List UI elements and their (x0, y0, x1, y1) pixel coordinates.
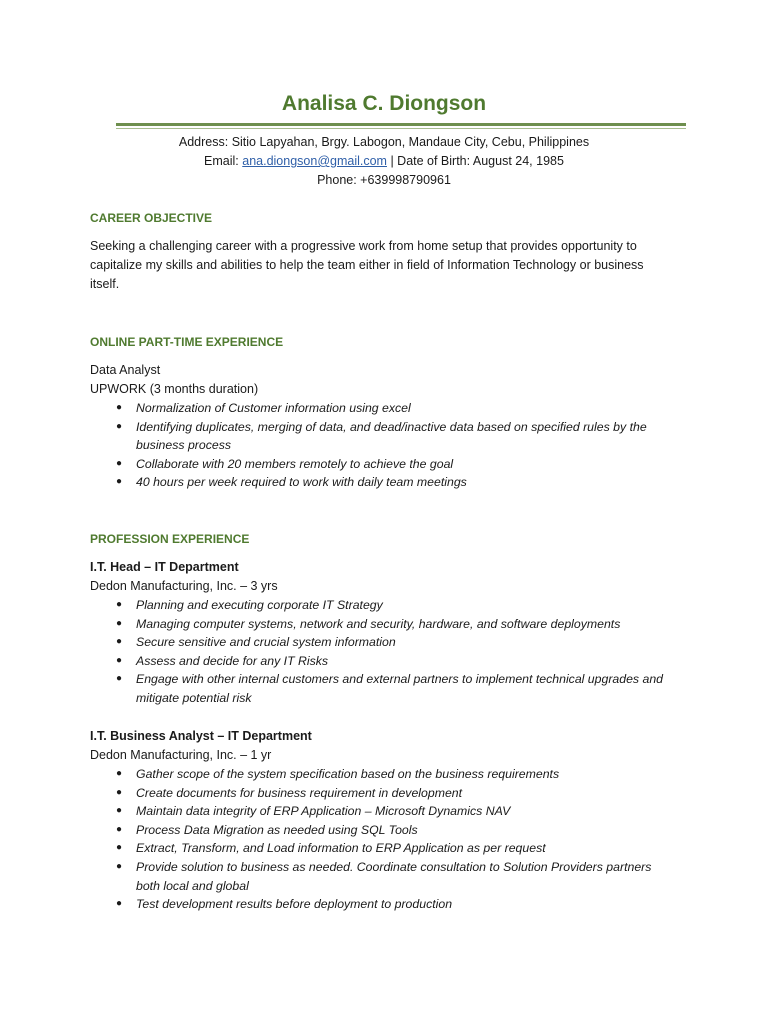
job-bullets (90, 765, 690, 914)
bullet-icon: ● (116, 599, 123, 610)
job-title: I.T. Head – IT Department (90, 560, 239, 574)
online-job (90, 361, 690, 492)
bullet-item (90, 652, 676, 671)
bullet-icon: ● (116, 673, 123, 685)
bullet-text: Planning and executing corporate IT Strategy (136, 598, 383, 612)
bullet-item (90, 473, 676, 492)
bullet-text: Gather scope of the system specification based on the business requirements (136, 767, 560, 781)
bullet-icon: ● (116, 457, 123, 469)
contact-block (0, 133, 768, 190)
job-company: UPWORK (3 months duration) (90, 382, 259, 396)
bullet-icon: ● (116, 654, 123, 666)
bullet-item (90, 615, 676, 634)
job-bullets (90, 596, 690, 708)
bullet-text: Test development results before deployment to production (136, 897, 453, 912)
bullet-text: Secure sensitive and crucial system information (136, 635, 396, 650)
dob-text: | Date of Birth: August 24, 1985 (386, 154, 564, 168)
bullet-item (90, 839, 676, 858)
bullet-item (90, 765, 676, 784)
profession-job-2 (90, 727, 690, 914)
bullet-text: Engage with other internal customers and external partners to implement technical upgrades and mitigate potential risk (136, 672, 664, 705)
bullet-icon: ● (116, 420, 123, 432)
bullet-item (90, 784, 676, 803)
bullet-item (90, 596, 676, 615)
phone-line: Phone: +639998790961 (317, 173, 451, 187)
bullet-text: Collaborate with 20 members remotely to achieve the goal (136, 456, 454, 471)
bullet-text: Assess and decide for any IT Risks (136, 653, 329, 668)
bullet-text: 40 hours per week required to work with daily team meetings (136, 475, 467, 490)
bullet-icon: ● (116, 636, 123, 648)
bullet-item (90, 858, 676, 895)
job-company: Dedon Manufacturing, Inc. – 1 yr (90, 748, 272, 762)
bullet-item (90, 802, 676, 821)
bullet-icon: ● (116, 617, 123, 629)
bullet-text: Managing computer systems, network and security, hardware, and software deployments (136, 616, 621, 631)
bullet-text: Provide solution to business as needed. Coordinate consultation to Solution Providers partners both local and global (136, 859, 652, 893)
bullet-item (90, 821, 676, 840)
career-objective-text: Seeking a challenging career with a progressive work from home setup that provides opportunity to capitalize my skills and abilities to help the team either in field of Information Technology or business itself. (90, 239, 644, 291)
header-divider-thin (116, 128, 686, 129)
bullet-item (90, 633, 676, 652)
bullet-text: Create documents for business requirement in development (136, 785, 463, 800)
bullet-text: Identifying duplicates, merging of data, and dead/inactive data based on specified rules by the business process (136, 419, 647, 453)
job-title: Data Analyst (90, 363, 161, 377)
career-objective-heading: CAREER OBJECTIVE (90, 211, 213, 225)
bullet-item (90, 895, 676, 914)
job-company: Dedon Manufacturing, Inc. – 3 yrs (90, 579, 278, 593)
header-divider (116, 123, 686, 126)
profession-experience-heading: PROFESSION EXPERIENCE (90, 532, 250, 546)
email-label: Email: (204, 154, 243, 168)
bullet-icon: ● (116, 768, 123, 779)
bullet-text: Maintain data integrity of ERP Application – Microsoft Dynamics NAV (136, 804, 511, 819)
bullet-icon: ● (116, 476, 123, 488)
bullet-icon: ● (116, 823, 123, 835)
job-bullets (90, 399, 690, 492)
bullet-item (90, 418, 676, 455)
address-line: Address: Sitio Lapyahan, Brgy. Labogon, Mandaue City, Cebu, Philippines (178, 135, 590, 149)
email-link[interactable]: ana.diongson@gmail.com (242, 154, 387, 168)
applicant-name: Analisa C. Diongson (281, 92, 487, 115)
bullet-icon: ● (116, 842, 123, 854)
profession-job-1 (90, 558, 690, 708)
bullet-text: Normalization of Customer information using excel (136, 401, 411, 415)
bullet-item (90, 455, 676, 474)
bullet-item (90, 670, 676, 707)
bullet-icon: ● (116, 786, 123, 798)
bullet-text: Extract, Transform, and Load information to ERP Application as per request (136, 841, 546, 856)
bullet-icon: ● (116, 402, 123, 413)
bullet-icon: ● (116, 805, 123, 817)
online-experience-heading: ONLINE PART-TIME EXPERIENCE (90, 335, 284, 349)
job-title: I.T. Business Analyst – IT Department (90, 729, 312, 743)
bullet-item (90, 399, 676, 418)
bullet-icon: ● (116, 860, 123, 872)
bullet-text: Process Data Migration as needed using SQL Tools (136, 822, 418, 837)
email-dob-line (0, 152, 768, 171)
bullet-icon: ● (116, 898, 123, 910)
